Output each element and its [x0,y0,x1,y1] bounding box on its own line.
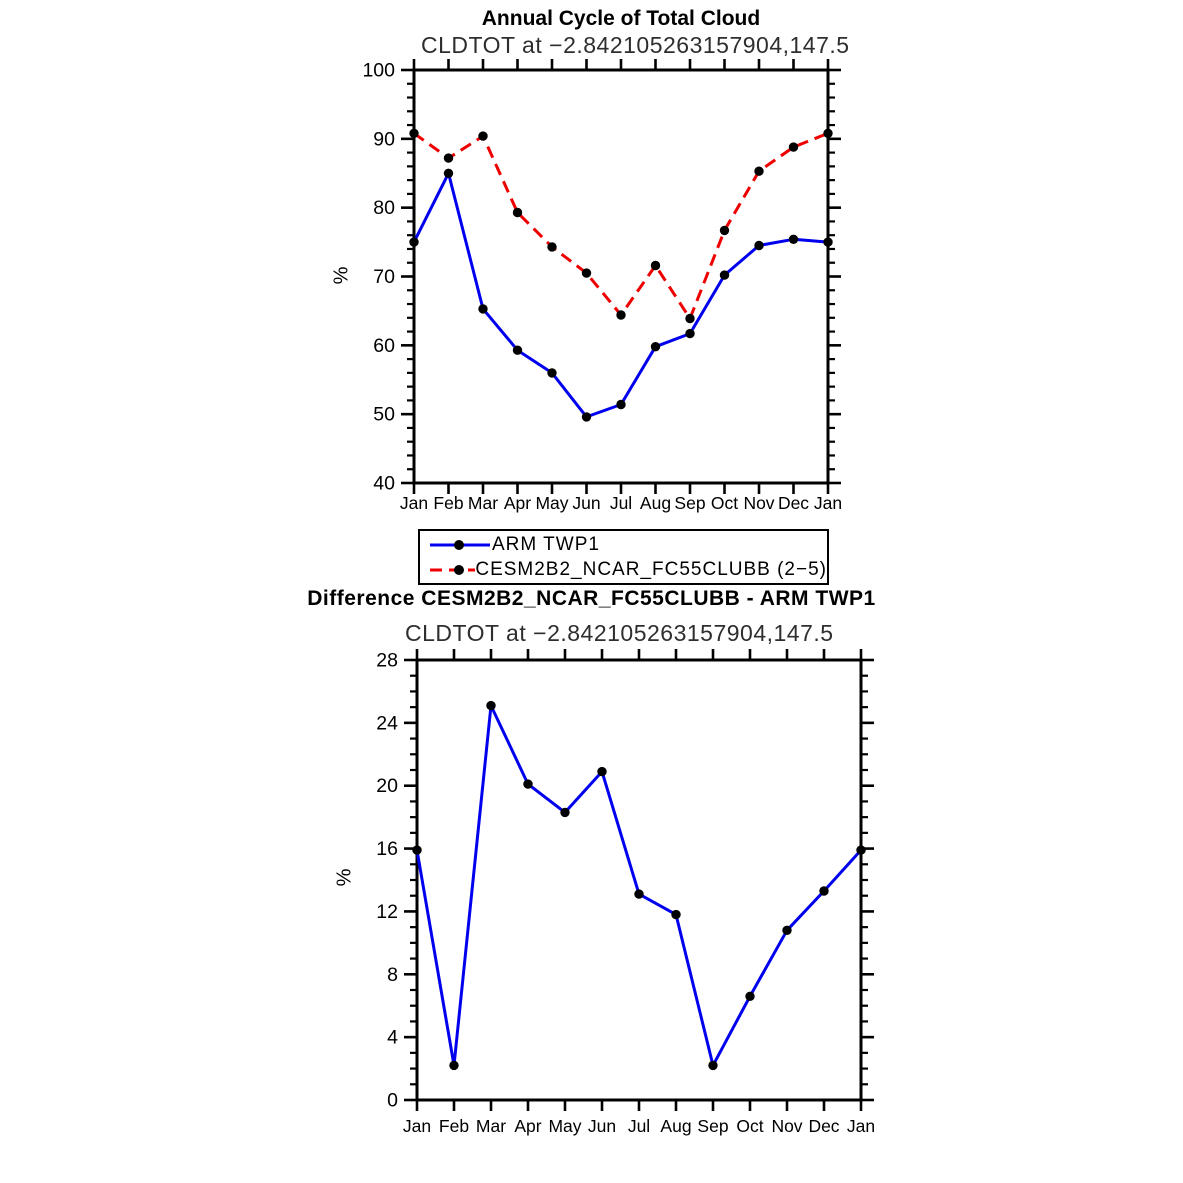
x-tick-label: Apr [514,1116,542,1136]
x-tick-label: Apr [503,493,532,513]
data-point [720,226,729,235]
data-point [409,129,418,138]
bottom-chart-title: Difference CESM2B2_NCAR_FC55CLUBB - ARM TWP1 [307,587,876,610]
x-tick-label: Aug [639,493,672,513]
data-point [523,779,532,788]
y-tick-label: 90 [373,128,395,151]
data-point [444,153,453,162]
data-point [409,237,418,246]
x-tick-label: Jun [587,1116,617,1136]
data-point [560,808,569,817]
data-point [789,142,798,151]
x-tick-label: Jan [402,1116,432,1136]
legend-label: CESM2B2_NCAR_FC55CLUBB (2−5) [475,558,827,580]
x-tick-label: Mar [475,1116,507,1136]
bottom-chart-subtitle: CLDTOT at −2.842105263157904,147.5 [405,620,834,646]
x-tick-label: Jul [627,1116,651,1136]
y-tick-label: 12 [376,900,398,923]
series-line-0 [417,706,861,1066]
data-point [708,1061,717,1070]
data-point [819,886,828,895]
series-line-0 [414,173,828,417]
x-tick-label: Jan [846,1116,876,1136]
x-tick-label: Dec [777,493,810,513]
bottom-y-axis-label: % [333,868,356,887]
data-point [486,701,495,710]
x-tick-label: Oct [736,1116,764,1136]
data-point [754,167,763,176]
y-tick-label: 50 [373,403,395,426]
data-point [651,342,660,351]
data-point [449,1061,458,1070]
plot-frame [417,660,861,1100]
x-tick-label: May [548,1116,582,1136]
data-point [582,412,591,421]
data-point [547,368,556,377]
x-tick-label: Sep [697,1116,729,1136]
series-line-1 [414,133,828,318]
data-point [597,767,606,776]
legend-line-solid-icon [428,538,492,552]
data-point [745,992,754,1001]
data-point [634,889,643,898]
y-tick-label: 80 [373,197,395,220]
y-tick-label: 28 [376,649,398,672]
x-tick-label: Oct [710,493,739,513]
y-tick-label: 100 [362,59,395,82]
x-tick-label: Feb [433,493,464,513]
y-tick-label: 70 [373,266,395,288]
data-point [582,268,591,277]
data-point [685,329,694,338]
data-point [513,208,522,217]
data-point [478,304,487,313]
legend-label: ARM TWP1 [492,533,600,555]
difference-chart [376,649,875,1136]
legend [418,529,829,585]
data-point [823,129,832,138]
data-point [782,926,791,935]
data-point [651,261,660,270]
data-point [412,845,421,854]
data-point [671,910,680,919]
x-tick-label: Mar [467,493,499,513]
data-point [513,346,522,355]
x-tick-label: Jan [813,493,843,513]
data-point [720,270,729,279]
annual-cycle-chart [362,59,842,513]
data-point [856,845,865,854]
y-tick-label: 24 [376,712,398,735]
legend-item-cesm2b2 [428,557,827,582]
top-y-axis-label: % [330,266,353,285]
x-tick-label: Sep [674,493,706,513]
legend-line-dashed-icon [428,563,475,577]
data-point [444,169,453,178]
y-tick-label: 60 [373,334,395,357]
x-tick-label: Jun [572,493,601,513]
x-tick-label: May [535,493,569,513]
x-tick-label: Jan [399,493,429,513]
top-chart-subtitle: CLDTOT at −2.842105263157904,147.5 [421,32,850,58]
data-point [616,400,625,409]
x-tick-label: Nov [743,493,775,513]
y-tick-label: 40 [373,472,395,495]
data-point [616,310,625,319]
top-chart-title: Annual Cycle of Total Cloud [481,7,761,30]
x-tick-label: Jul [609,493,633,513]
data-point [685,314,694,323]
y-tick-label: 0 [387,1089,398,1112]
data-point [547,242,556,251]
y-tick-label: 20 [376,775,398,798]
x-tick-label: Feb [438,1116,470,1136]
y-tick-label: 4 [387,1026,398,1049]
data-point [789,235,798,244]
y-tick-label: 16 [376,838,398,861]
x-tick-label: Nov [771,1116,803,1136]
data-point [478,131,487,140]
x-tick-label: Dec [808,1116,840,1136]
legend-item-arm-twp1 [428,532,827,557]
data-point [754,241,763,250]
x-tick-label: Aug [660,1116,692,1136]
data-point [823,237,832,246]
y-tick-label: 8 [387,963,398,986]
